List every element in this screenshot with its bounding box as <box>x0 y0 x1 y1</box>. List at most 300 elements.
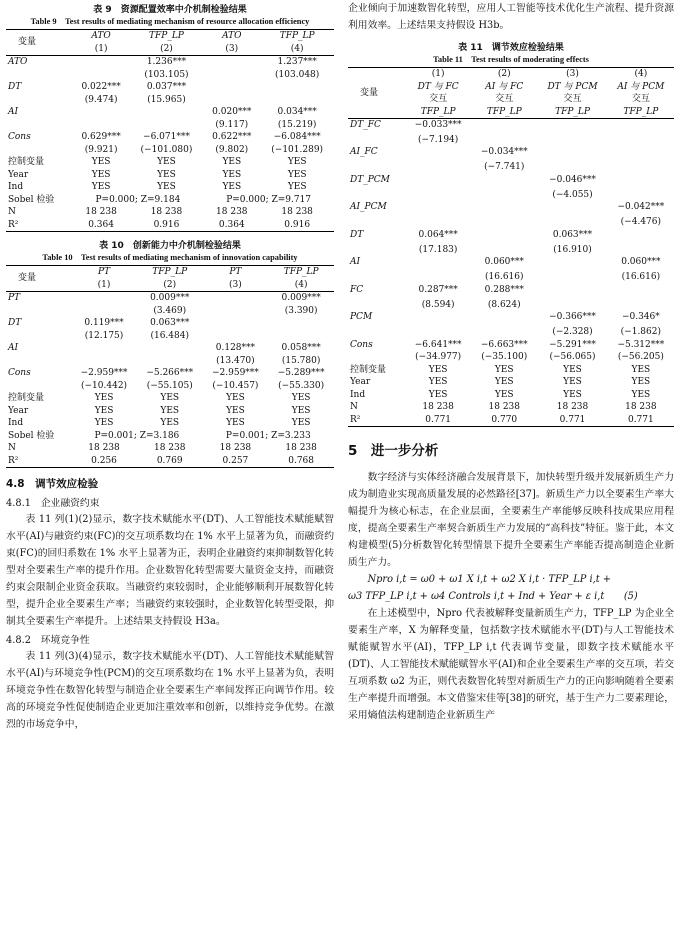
table9-header-col: TFP_LP <box>279 31 315 41</box>
table-cell: 0.287*** <box>418 284 458 295</box>
table-cell <box>405 201 471 216</box>
table-cell: 0.064*** <box>418 229 458 240</box>
table-cell: YES <box>226 418 245 428</box>
section-5-heading: 5 进一步分析 <box>348 443 439 459</box>
table-cell <box>137 342 203 355</box>
table-cell: 0.916 <box>284 219 311 230</box>
table-row <box>348 244 674 257</box>
table-cell <box>471 326 537 339</box>
table11-title-en: Table 11 Test results of moderating effects <box>433 55 589 64</box>
table-cell: (−56.205) <box>617 352 664 362</box>
table-row <box>348 414 674 427</box>
table10-header-col: TFP_LP <box>283 267 319 277</box>
row-label: Ind <box>350 389 366 400</box>
table9-body <box>6 30 334 232</box>
table-row <box>348 376 674 389</box>
table-cell: (16.616) <box>621 272 661 282</box>
table-cell: (−7.741) <box>484 162 525 172</box>
table-cell <box>260 94 334 107</box>
row-label: Ind <box>8 182 24 192</box>
section-4-8-1-paragraph: 表 11 列(1)(2)显示，数字技术赋能水平(DT)、人工智能技术赋能赋智水平(AI)与融资约束(FC)的交互项系数均在 1% 水平上显著为负，而融资约束(FC)的回归系数在 1% 水平上显著为正，表明企业融资约束抑制数智化转型对全要素生产率的提升作用。企业数智化转型需要大量资金支持，而融资约束会限制企业资金获取。当融资约束较弱时，企业能够顺利开展数智化转型，提升企业全要素生产率；当融资约束较强时，企业数智化转型受限，抑制其全要素生产率提升。上述结果支持假设 H3a。 <box>6 514 334 627</box>
table-cell <box>203 94 260 107</box>
table-row <box>6 305 334 318</box>
table11-body <box>348 68 674 427</box>
table-cell: YES <box>291 405 311 416</box>
table-cell <box>203 56 260 69</box>
row-label: PCM <box>350 312 373 322</box>
section-4-8-heading: 4.8 调节效应检验 <box>6 478 99 490</box>
table-cell <box>608 299 674 312</box>
table-row <box>6 181 334 194</box>
table-row <box>6 144 334 157</box>
table11-header-cell: TFP_LP <box>486 106 522 117</box>
table10-header-col: PT <box>98 267 111 277</box>
table-cell: 18 238 <box>281 207 313 217</box>
table-cell <box>203 81 260 94</box>
table-row <box>6 367 334 380</box>
table10-colnum: (1) <box>97 279 111 290</box>
row-label <box>348 299 405 312</box>
row-label: Cons <box>8 368 31 378</box>
table-cell <box>73 119 130 132</box>
table10-body <box>6 266 334 468</box>
table-cell: (3.390) <box>284 305 318 316</box>
table-row <box>6 392 334 405</box>
row-label: DT <box>350 229 364 240</box>
row-label: R² <box>8 455 19 466</box>
table-cell: YES <box>160 418 180 428</box>
table-cell: (9.921) <box>84 144 118 155</box>
table-cell: YES <box>226 405 245 416</box>
table-cell: −6.084*** <box>273 132 321 142</box>
table10-header-row <box>6 266 334 279</box>
table-cell: YES <box>291 418 311 428</box>
table-row <box>348 119 674 134</box>
table-cell: (−7.194) <box>417 134 459 145</box>
table-cell <box>71 305 137 318</box>
table9-header-var: 变量 <box>18 37 37 48</box>
row-label <box>6 69 73 82</box>
table-row <box>6 169 334 182</box>
table10-title-en: Table 10 Test results of mediating mechanism of innovation capability <box>42 253 298 262</box>
table9-header-col: ATO <box>222 31 242 41</box>
table-cell: (15.780) <box>281 355 321 366</box>
row-label: DT <box>8 82 22 92</box>
table-row <box>6 455 334 468</box>
table-cell: P=0.001; Z=3.186 <box>94 430 180 441</box>
row-label: Year <box>350 377 371 387</box>
table-row <box>6 380 334 393</box>
table-cell: YES <box>91 182 111 192</box>
section-5-paragraph-1: 数字经济与实体经济融合发展背景下，加快转型升级并发展新质生产力成为制造业实现高质量发展的必然路径[37]。新质生产力以全要素生产率大幅提升为核心标志，在企业层面，全要素生产率能够反映科技成果应用程度，提高全要素生产率契合新质生产力发展的“高科技”特征。鉴于此，本文构建模型(5)分析数智化转型情景下提升全要素生产率能否提高制造企业新质生产力。 <box>348 472 674 568</box>
table-row <box>348 351 674 364</box>
table-cell: −6.663*** <box>480 339 528 350</box>
table-cell <box>73 56 130 69</box>
table-row <box>6 206 334 219</box>
table-cell: (9.117) <box>215 119 249 130</box>
table-row <box>348 364 674 377</box>
table11-title-cn: 表 11 调节效应检验结果 <box>458 43 564 53</box>
table-cell <box>268 317 334 330</box>
table-row <box>348 201 674 216</box>
table-cell: (−1.862) <box>620 327 662 337</box>
table-cell <box>405 161 471 174</box>
row-label <box>348 271 405 284</box>
table-cell <box>260 81 334 94</box>
table-cell: 0.771 <box>559 414 586 425</box>
table-cell: 18 238 <box>625 402 657 412</box>
table-cell <box>471 229 537 244</box>
table-cell <box>405 189 471 202</box>
table-cell: YES <box>287 169 307 180</box>
table-row <box>348 299 674 312</box>
table9-title-en: Table 9 Test results of mediating mechanism of resource allocation efficiency <box>30 17 310 26</box>
table-cell: −5.289*** <box>277 368 325 378</box>
table-row <box>348 216 674 229</box>
row-label <box>6 94 73 107</box>
table-row <box>348 256 674 271</box>
table-cell: 0.768 <box>288 455 314 466</box>
table-cell <box>130 119 204 132</box>
table-cell <box>608 189 674 202</box>
table-cell: 0.037*** <box>146 82 187 92</box>
table-row <box>6 430 334 443</box>
table10-colnum: (2) <box>163 279 177 290</box>
table-cell: YES <box>157 157 176 167</box>
table9-colnum: (4) <box>290 43 304 54</box>
table-cell: (16.910) <box>553 244 592 255</box>
section-4-8-1-heading: 4.8.1 企业融资约束 <box>6 498 100 509</box>
table-cell: −0.042*** <box>617 202 665 212</box>
table-row <box>6 405 334 418</box>
table-cell: 0.009*** <box>150 293 190 303</box>
table-cell: 0.060*** <box>621 257 661 267</box>
table-cell: YES <box>428 389 448 400</box>
table-cell <box>137 355 203 368</box>
table-cell: 0.622*** <box>212 132 252 142</box>
table-cell <box>471 201 537 216</box>
row-label: R² <box>8 219 19 230</box>
table-cell: YES <box>428 377 448 387</box>
table9-header-col: TFP_LP <box>149 31 184 41</box>
table-cell: 0.257 <box>222 455 249 466</box>
row-label: 控制变量 <box>8 157 45 167</box>
table-cell: 0.364 <box>218 219 245 230</box>
table-cell: (15.219) <box>277 119 317 130</box>
table-cell <box>608 119 674 134</box>
table11-header-cell: 交互 <box>429 94 448 104</box>
table-cell <box>471 174 537 189</box>
table-cell: P=0.000; Z=9.184 <box>95 194 181 205</box>
table-cell: (13.470) <box>216 355 255 366</box>
table-cell: (8.624) <box>487 299 521 310</box>
table-cell: YES <box>226 393 245 403</box>
table-cell: (−4.055) <box>552 189 593 200</box>
table9-colnum: (2) <box>160 43 173 54</box>
table-row <box>6 81 334 94</box>
row-label: FC <box>350 284 364 295</box>
table-cell <box>405 326 471 339</box>
row-label: AI_FC <box>350 147 378 157</box>
row-label <box>348 134 405 147</box>
table-cell: (−55.330) <box>278 380 325 391</box>
table-cell <box>608 229 674 244</box>
table11-colnum: (2) <box>497 69 511 79</box>
table-cell <box>203 330 269 343</box>
table-row <box>6 219 334 232</box>
table-cell: −2.959*** <box>80 368 128 378</box>
table-cell: (−56.065) <box>549 352 596 362</box>
table-cell: 18 238 <box>153 443 186 453</box>
table-row <box>348 389 674 402</box>
table-row <box>6 342 334 355</box>
row-label <box>6 355 71 368</box>
table-cell: −6.071*** <box>143 132 190 142</box>
table-cell: YES <box>291 393 311 403</box>
table10-header-col: TFP_LP <box>152 267 188 277</box>
row-label: Cons <box>8 132 31 142</box>
table-cell: YES <box>631 364 651 375</box>
table-cell: (12.175) <box>84 330 124 341</box>
table11-header-cell: DT 与 PCM <box>547 81 598 92</box>
table-cell: 0.058*** <box>281 343 321 353</box>
table-cell: YES <box>94 393 114 403</box>
table-cell <box>537 271 607 284</box>
table-cell <box>405 216 471 229</box>
table11-header-var: 变量 <box>360 87 379 98</box>
table-cell <box>471 216 537 229</box>
table9-colnum: (3) <box>225 43 239 54</box>
row-label: ATO <box>8 57 28 67</box>
table-cell: 1.237*** <box>277 57 317 67</box>
row-label: AI <box>8 107 19 117</box>
row-label: Sobel 检验 <box>8 194 55 205</box>
table11-header-cell: AI 与 FC <box>485 81 524 92</box>
table-cell: −5.291*** <box>549 339 596 350</box>
table-cell: 0.629*** <box>81 132 121 142</box>
equation-5-line-2: ω3 TFP_LP i,t + ω4 Controls i,t + Ind + Year + ε i,t (5) <box>348 591 638 602</box>
table11-header-cell: TFP_LP <box>623 106 659 117</box>
table-cell: YES <box>494 377 514 387</box>
table-cell: 0.769 <box>156 455 183 466</box>
table-row <box>348 311 674 326</box>
table11-header-cell: TFP_LP <box>420 106 456 117</box>
table-cell <box>537 299 607 312</box>
table10-header-var: 变量 <box>18 273 37 284</box>
table-cell: YES <box>91 169 111 180</box>
table-cell: 0.034*** <box>277 107 317 117</box>
table-row <box>348 174 674 189</box>
table-cell: −6.641*** <box>414 339 462 350</box>
table-cell <box>608 146 674 161</box>
table-cell: (9.474) <box>84 94 118 105</box>
table-row <box>6 330 334 343</box>
table-cell: (9.802) <box>215 144 249 155</box>
table-cell: YES <box>94 418 114 428</box>
table9-header-row <box>6 30 334 43</box>
table-row <box>6 106 334 119</box>
table-row <box>6 292 334 305</box>
table-cell <box>203 317 269 330</box>
table-cell: YES <box>563 377 582 387</box>
table-row <box>6 94 334 107</box>
table-row <box>6 69 334 82</box>
table-cell <box>608 134 674 147</box>
table-cell: 0.063*** <box>552 229 593 240</box>
table-cell <box>71 355 137 368</box>
row-label <box>6 380 71 393</box>
row-label <box>348 216 405 229</box>
table-cell: −0.034*** <box>480 147 528 157</box>
table-row <box>348 284 674 299</box>
table-row <box>6 56 334 69</box>
row-label: Year <box>8 405 29 416</box>
table-row <box>6 417 334 430</box>
table-cell <box>471 134 537 147</box>
table-row <box>348 271 674 284</box>
table-cell: (8.594) <box>421 299 455 310</box>
table-cell <box>73 69 130 82</box>
table-cell: 0.022*** <box>81 82 121 92</box>
table-cell: YES <box>91 157 111 167</box>
table9-title-cn: 表 9 资源配置效率中介机制检验结果 <box>93 5 247 15</box>
row-label: AI <box>8 343 19 353</box>
row-label: DT_PCM <box>350 174 390 185</box>
table-cell <box>203 69 260 82</box>
table-row <box>348 326 674 339</box>
table-cell <box>471 311 537 326</box>
table-cell: P=0.001; Z=3.233 <box>225 430 311 441</box>
row-label: PT <box>8 293 21 303</box>
table-cell: (15.965) <box>147 94 186 105</box>
table-cell: YES <box>631 389 651 400</box>
table-cell: 18 238 <box>150 207 183 217</box>
table-cell: (−101.289) <box>271 144 324 155</box>
row-label: R² <box>350 414 361 425</box>
table-cell <box>608 244 674 257</box>
table-cell: 0.128*** <box>215 343 256 353</box>
table-row <box>348 401 674 414</box>
row-label: Ind <box>8 418 24 428</box>
table-cell: 0.119*** <box>84 318 124 328</box>
table-cell: 0.009*** <box>281 293 321 303</box>
table-cell <box>203 292 269 305</box>
table-cell: 1.236*** <box>146 57 187 67</box>
table-cell <box>471 189 537 202</box>
table-cell: −2.959*** <box>212 368 259 378</box>
table-cell: (−55.105) <box>146 380 193 391</box>
table11-colnum: (4) <box>634 69 648 79</box>
table-cell: 18 238 <box>556 402 589 412</box>
table-cell: 0.063*** <box>150 318 190 328</box>
table-cell: 0.364 <box>88 219 114 230</box>
table-cell <box>537 119 607 134</box>
table-cell: YES <box>494 364 514 375</box>
table-cell <box>471 244 537 257</box>
table-cell: 0.916 <box>153 219 180 230</box>
table-cell: YES <box>157 169 176 180</box>
section-4-8-2-heading: 4.8.2 环境竞争性 <box>6 635 90 646</box>
table-cell <box>608 161 674 174</box>
table-row <box>6 355 334 368</box>
table-cell: 18 238 <box>219 443 252 453</box>
table-cell: 18 238 <box>88 443 120 453</box>
table-cell: −0.346* <box>621 312 660 322</box>
table-cell: 0.288*** <box>484 284 524 295</box>
row-label: N <box>8 443 16 453</box>
row-label: 控制变量 <box>8 393 45 403</box>
table-cell <box>405 174 471 189</box>
table9 <box>6 29 334 232</box>
table11-header-cell: AI 与 PCM <box>617 81 665 92</box>
table-cell: −5.266*** <box>146 368 194 378</box>
right-column <box>348 0 674 724</box>
row-label: AI <box>350 257 361 267</box>
table10-colnum: (3) <box>229 279 242 290</box>
table-cell: (−2.328) <box>552 327 593 337</box>
table9-colnum: (1) <box>94 43 108 54</box>
continued-paragraph: 企业倾向于加速数智化转型，应用人工智能等技术优化生产流程、提升资源利用效率。上述结果支持假设 H3b。 <box>348 3 674 31</box>
row-label: 控制变量 <box>350 364 387 375</box>
table-cell <box>73 106 130 119</box>
section-5-paragraph-2: 在上述模型中，Npro 代表被解释变量新质生产力，TFP_LP 为企业全要素生产率，X 为解释变量，包括数字技术赋能水平(DT)与人工智能技术赋能赋智水平(AI)，TFP_LP i,t 代表调节变量，即数字技术赋能水平(DT)、人工智能技术赋能赋智水平(AI)和企业全要素生产率的交互项，若交互项系数 ω2 为正，则代表数智化转型对新质生产力的正向影响随着全要素生产率提升而增强。本文借鉴宋佳等[38]的研究，基于生产力二要素理论，采用熵值法构建制造企业新质生产 <box>348 608 674 721</box>
table10-colnum: (4) <box>294 279 308 290</box>
table10-title-cn: 表 10 创新能力中介机制检验结果 <box>99 241 241 251</box>
row-label <box>6 144 73 157</box>
table-cell <box>608 174 674 189</box>
table-cell: 18 238 <box>216 207 248 217</box>
table-cell: YES <box>287 182 307 192</box>
table-cell <box>608 284 674 299</box>
table9-header-col: ATO <box>91 31 111 41</box>
table11 <box>348 67 674 427</box>
table-cell <box>71 292 137 305</box>
row-label: Year <box>8 169 29 180</box>
table-cell: 0.771 <box>425 414 452 425</box>
table-cell: 0.770 <box>491 414 518 425</box>
row-label: N <box>350 402 358 412</box>
table11-header-cell: TFP_LP <box>555 106 590 117</box>
table-cell: YES <box>287 157 307 167</box>
row-label <box>348 244 405 257</box>
table-row <box>6 442 334 455</box>
table-cell <box>405 311 471 326</box>
table11-header-cell: DT 与 FC <box>417 81 459 92</box>
table-cell: (−101.080) <box>140 144 193 155</box>
table-cell: (3.469) <box>153 305 187 316</box>
table-cell: 18 238 <box>488 402 520 412</box>
table-row <box>6 156 334 169</box>
table-cell: 0.020*** <box>212 107 252 117</box>
table-cell: YES <box>222 157 242 167</box>
row-label: Sobel 检验 <box>8 430 55 441</box>
table-cell: 0.060*** <box>484 257 524 267</box>
table-row <box>6 194 334 207</box>
table-cell: YES <box>157 182 176 192</box>
table11-header-cell: 交互 <box>563 94 582 104</box>
table-cell: (103.105) <box>144 69 189 80</box>
row-label <box>6 330 71 343</box>
table-cell: (16.616) <box>485 272 524 282</box>
table10 <box>6 265 334 468</box>
table-cell: YES <box>222 169 242 180</box>
table-cell: 0.256 <box>91 455 117 466</box>
table-cell: (−10.442) <box>81 380 128 391</box>
row-label: DT <box>8 318 22 328</box>
table-cell <box>537 216 607 229</box>
table-row <box>348 339 674 352</box>
table-cell: YES <box>160 393 180 403</box>
